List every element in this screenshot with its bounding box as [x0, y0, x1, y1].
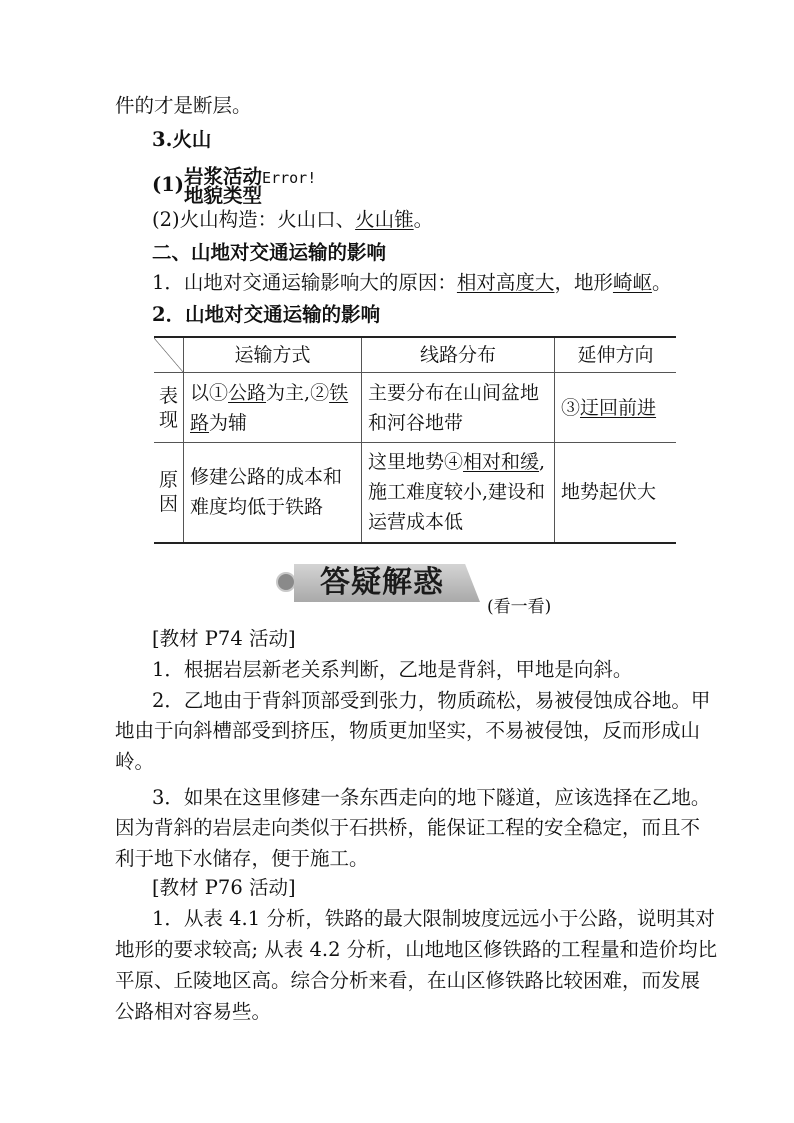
text: 以① — [190, 381, 229, 404]
underlined-answer: 铁路 — [190, 381, 349, 434]
diagonal-cell — [154, 337, 184, 373]
text: 件的才是断层。 — [115, 94, 252, 117]
paragraph — [115, 847, 685, 871]
stacked-labels — [184, 164, 263, 207]
underlined-answer: 相对高度大 — [456, 271, 555, 294]
error-text: Error! — [262, 169, 317, 187]
text: 地由于向斜槽部受到挤压，物质更加坚实，不易被侵蚀，反而形成山 — [115, 719, 701, 742]
table-cell: 修建公路的成本和难度均低于铁路 — [184, 443, 362, 543]
banner-subtitle: (看一看) — [487, 597, 552, 617]
text: 1．山地对交通运输影响大的原因： — [152, 271, 457, 294]
banner-title: 答疑解惑 — [320, 565, 444, 600]
text: 利于地下水储存，便于施工。 — [115, 847, 369, 870]
paragraph — [115, 719, 701, 743]
paragraph — [152, 689, 722, 713]
volcano-item-1 — [152, 166, 722, 205]
table-header-row — [154, 337, 676, 373]
paragraph — [115, 938, 718, 962]
paragraph — [152, 786, 722, 810]
paragraph — [115, 1000, 685, 1024]
underlined-answer: 迂回前进 — [580, 396, 657, 419]
table-row — [154, 373, 676, 443]
text: 。 — [651, 271, 672, 294]
paragraph — [152, 907, 722, 931]
underlined-answer: 崎岖 — [612, 271, 652, 294]
column-header: 运输方式 — [184, 337, 362, 373]
text: 这里地势④ — [368, 451, 464, 474]
reference-label — [152, 627, 722, 651]
text: [教材 P76 活动] — [152, 876, 296, 899]
text: 3．如果在这里修建一条东西走向的地下隧道，应该选择在乙地。 — [152, 786, 711, 809]
text: 平原、丘陵地区高。综合分析来看，在山区修铁路比较困难，而发展 — [115, 969, 701, 992]
text: 1．从表 4.1 分析，铁路的最大限制坡度远远小于公路，说明其对 — [152, 907, 715, 930]
table-cell — [555, 373, 676, 443]
item-number: (1) — [152, 173, 185, 196]
paragraph — [115, 750, 685, 774]
underlined-answer: 相对和缓 — [463, 451, 540, 474]
heading-text: 3.火山 — [152, 128, 212, 151]
row-header: 表现 — [154, 373, 184, 443]
reference-label — [152, 876, 722, 900]
text: 地形的要求较高; 从表 4.2 分析，山地地区修铁路的工程量和造价均比 — [115, 938, 718, 961]
text: 。 — [413, 208, 434, 231]
paragraph — [152, 658, 722, 682]
text: 岭。 — [115, 750, 155, 773]
text: 2．乙地由于背斜顶部受到张力，物质疏松，易被侵蚀成谷地。甲 — [152, 689, 711, 712]
underlined-answer: 火山锥 — [355, 208, 414, 231]
table-cell — [184, 373, 362, 443]
text: 公路相对容易些。 — [115, 1000, 272, 1023]
text: 1．根据岩层新老关系判断，乙地是背斜，甲地是向斜。 — [152, 658, 633, 681]
subsection-heading — [152, 128, 722, 152]
transport-table — [154, 336, 676, 544]
table-cell: 主要分布在山间盆地和河谷地带 — [362, 373, 555, 443]
text: ，地形 — [554, 271, 613, 294]
heading-text: 二、山地对交通运输的影响 — [152, 241, 387, 264]
table-cell: 地势起伏大 — [555, 443, 676, 543]
volcano-item-2 — [152, 208, 722, 232]
magma-label: 岩浆活动 — [184, 164, 263, 188]
table-cell — [362, 443, 555, 543]
column-header: 延伸方向 — [555, 337, 676, 373]
column-header: 线路分布 — [362, 337, 555, 373]
section-banner — [276, 562, 488, 604]
landform-label: 地貌类型 — [184, 183, 263, 207]
paragraph — [115, 816, 701, 840]
paragraph — [115, 969, 701, 993]
underlined-answer: 公路 — [228, 381, 267, 404]
banner-dot-icon — [276, 572, 296, 592]
text: ,施工难度较小,建设和运营成本低 — [368, 451, 546, 534]
row-header: 原因 — [154, 443, 184, 543]
text: [教材 P74 活动] — [152, 627, 296, 650]
text: (2)火山构造：火山口、 — [152, 208, 356, 231]
text: 为主,② — [266, 381, 330, 404]
text: 为辅 — [209, 411, 248, 434]
subheading — [152, 303, 722, 327]
text: 因为背斜的岩层走向类似于石拱桥，能保证工程的安全稳定，而且不 — [115, 816, 701, 839]
text-line — [152, 271, 722, 295]
section-heading — [152, 241, 722, 265]
heading-text: 2．山地对交通运输的影响 — [152, 303, 381, 326]
text: ③ — [561, 396, 581, 419]
text-line — [115, 94, 685, 118]
table-row — [154, 443, 676, 543]
